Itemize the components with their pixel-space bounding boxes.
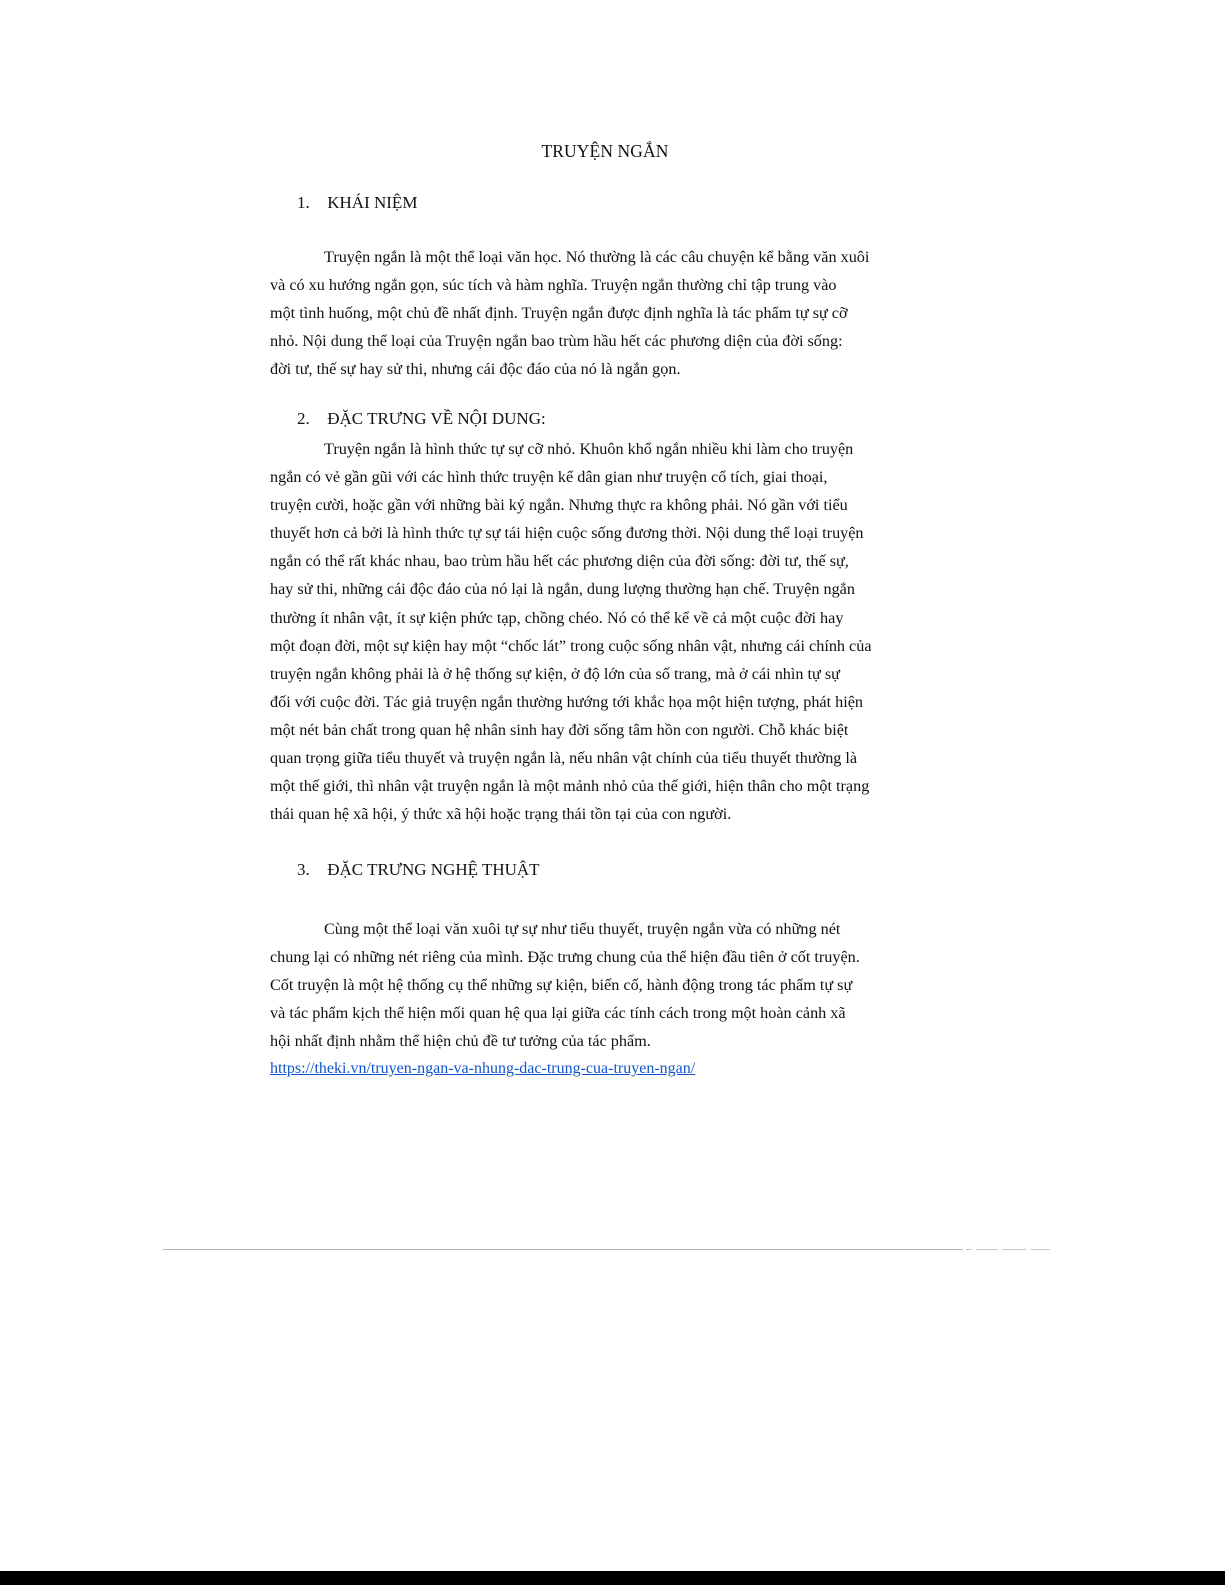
paragraph-line: Truyện ngắn là một thể loại văn học. Nó thường là các câu chuyện kể bằng văn xuôi (324, 248, 870, 266)
paragraph-line: nhỏ. Nội dung thể loại của Truyện ngắn bao trùm hầu hết các phương diện của đời sống: (270, 332, 843, 351)
page-divider (163, 1249, 963, 1250)
paragraph-line: ngắn có vẻ gần gũi với các hình thức truyện kể dân gian như truyện cổ tích, giai thoại, (270, 468, 828, 487)
paragraph-line: hay sử thi, những cái độc đáo của nó lại là ngắn, dung lượng thường hạn chế. Truyện ngắn (270, 580, 855, 599)
section-heading-dac-trung-noi-dung (297, 409, 546, 429)
paragraph-line: thường ít nhân vật, ít sự kiện phức tạp, chồng chéo. Nó có thể kể về cả một cuộc đời hay (270, 608, 844, 627)
paragraph-line: Truyện ngắn là hình thức tự sự cỡ nhỏ. Khuôn khổ ngắn nhiều khi làm cho truyện (324, 440, 854, 458)
paragraph-line: một thế giới, thì nhân vật truyện ngắn là một mảnh nhỏ của thế giới, hiện thân cho một trạng (270, 777, 870, 796)
paragraph-khai-niem (270, 243, 885, 383)
page-divider-dash (966, 1249, 972, 1250)
paragraph-dac-trung-noi-dung (270, 435, 885, 828)
page-divider-dash (1002, 1249, 1026, 1250)
paragraph-line: Cùng một thể loại văn xuôi tự sự như tiểu thuyết, truyện ngắn vừa có những nét (324, 920, 841, 938)
bottom-edge-bar (0, 1571, 1225, 1585)
paragraph-line: chung lại có những nét riêng của mình. Đặc trưng chung của thể hiện đầu tiên ở cốt truyện. (270, 948, 860, 967)
section-number: 3. (297, 860, 310, 879)
section-number: 2. (297, 409, 310, 428)
paragraph-dac-trung-nghe-thuat (270, 915, 885, 1055)
page-title: TRUYỆN NGẮN (541, 141, 669, 161)
paragraph-line: đời tư, thế sự hay sử thi, nhưng cái độc đáo của nó là ngắn gọn. (270, 360, 681, 379)
page-divider-dash (976, 1249, 998, 1250)
paragraph-line: truyện ngắn không phải là ở hệ thống sự kiện, ở độ lớn của số trang, mà ở cái nhìn tự sự (270, 664, 840, 683)
paragraph-line: truyện cười, hoặc gần với những bài ký ngắn. Nhưng thực ra không phải. Nó gần với tiểu (270, 496, 848, 515)
section-title: KHÁI NIỆM (327, 193, 418, 212)
section-number: 1. (297, 193, 310, 212)
section-heading-dac-trung-nghe-thuat (297, 860, 540, 880)
paragraph-line: thái quan hệ xã hội, ý thức xã hội hoặc trạng thái tồn tại của con người. (270, 805, 732, 824)
page-divider-dash (1031, 1249, 1050, 1250)
section-heading-khai-niem (297, 193, 417, 213)
paragraph-line: ngắn có thể rất khác nhau, bao trùm hầu hết các phương diện của đời sống: đời tư, thế sự, (270, 552, 849, 571)
paragraph-line: một đoạn đời, một sự kiện hay một “chốc lát” trong cuộc sống nhân vật, nhưng cái chính của (270, 636, 872, 655)
paragraph-line: một tình huống, một chủ đề nhất định. Truyện ngắn được định nghĩa là tác phẩm tự sự cỡ (270, 304, 848, 323)
link-trailing-space (695, 1060, 735, 1078)
paragraph-line: quan trọng giữa tiểu thuyết và truyện ngắn là, nếu nhân vật chính của tiểu thuyết thường là (270, 749, 858, 768)
paragraph-line: một nét bản chất trong quan hệ nhân sinh hay đời sống tâm hồn con người. Chỗ khác biệt (270, 720, 849, 739)
source-link[interactable] (270, 1060, 735, 1078)
paragraph-line: hội nhất định nhằm thể hiện chủ đề tư tưởng của tác phẩm. (270, 1032, 651, 1051)
paragraph-line: đối với cuộc đời. Tác giả truyện ngắn thường hướng tới khắc họa một hiện tượng, phát hiện (270, 692, 864, 711)
source-link-text: https://theki.vn/truyen-ngan-va-nhung-dac-trung-cua-truyen-ngan/ (270, 1060, 696, 1077)
section-title: ĐẶC TRƯNG VỀ NỘI DUNG: (327, 409, 546, 428)
paragraph-line: thuyết hơn cả bởi là hình thức tự sự tái hiện cuộc sống đương thời. Nội dung thể loại truyện (270, 524, 864, 543)
section-title: ĐẶC TRƯNG NGHỆ THUẬT (327, 860, 540, 879)
paragraph-line: và tác phẩm kịch thể hiện mối quan hệ qua lại giữa các tính cách trong một hoàn cảnh xã (270, 1004, 846, 1023)
paragraph-line: và có xu hướng ngắn gọn, súc tích và hàm nghĩa. Truyện ngắn thường chỉ tập trung vào (270, 276, 837, 295)
paragraph-line: Cốt truyện là một hệ thống cụ thể những sự kiện, biến cố, hành động trong tác phẩm tự sự (270, 976, 853, 995)
